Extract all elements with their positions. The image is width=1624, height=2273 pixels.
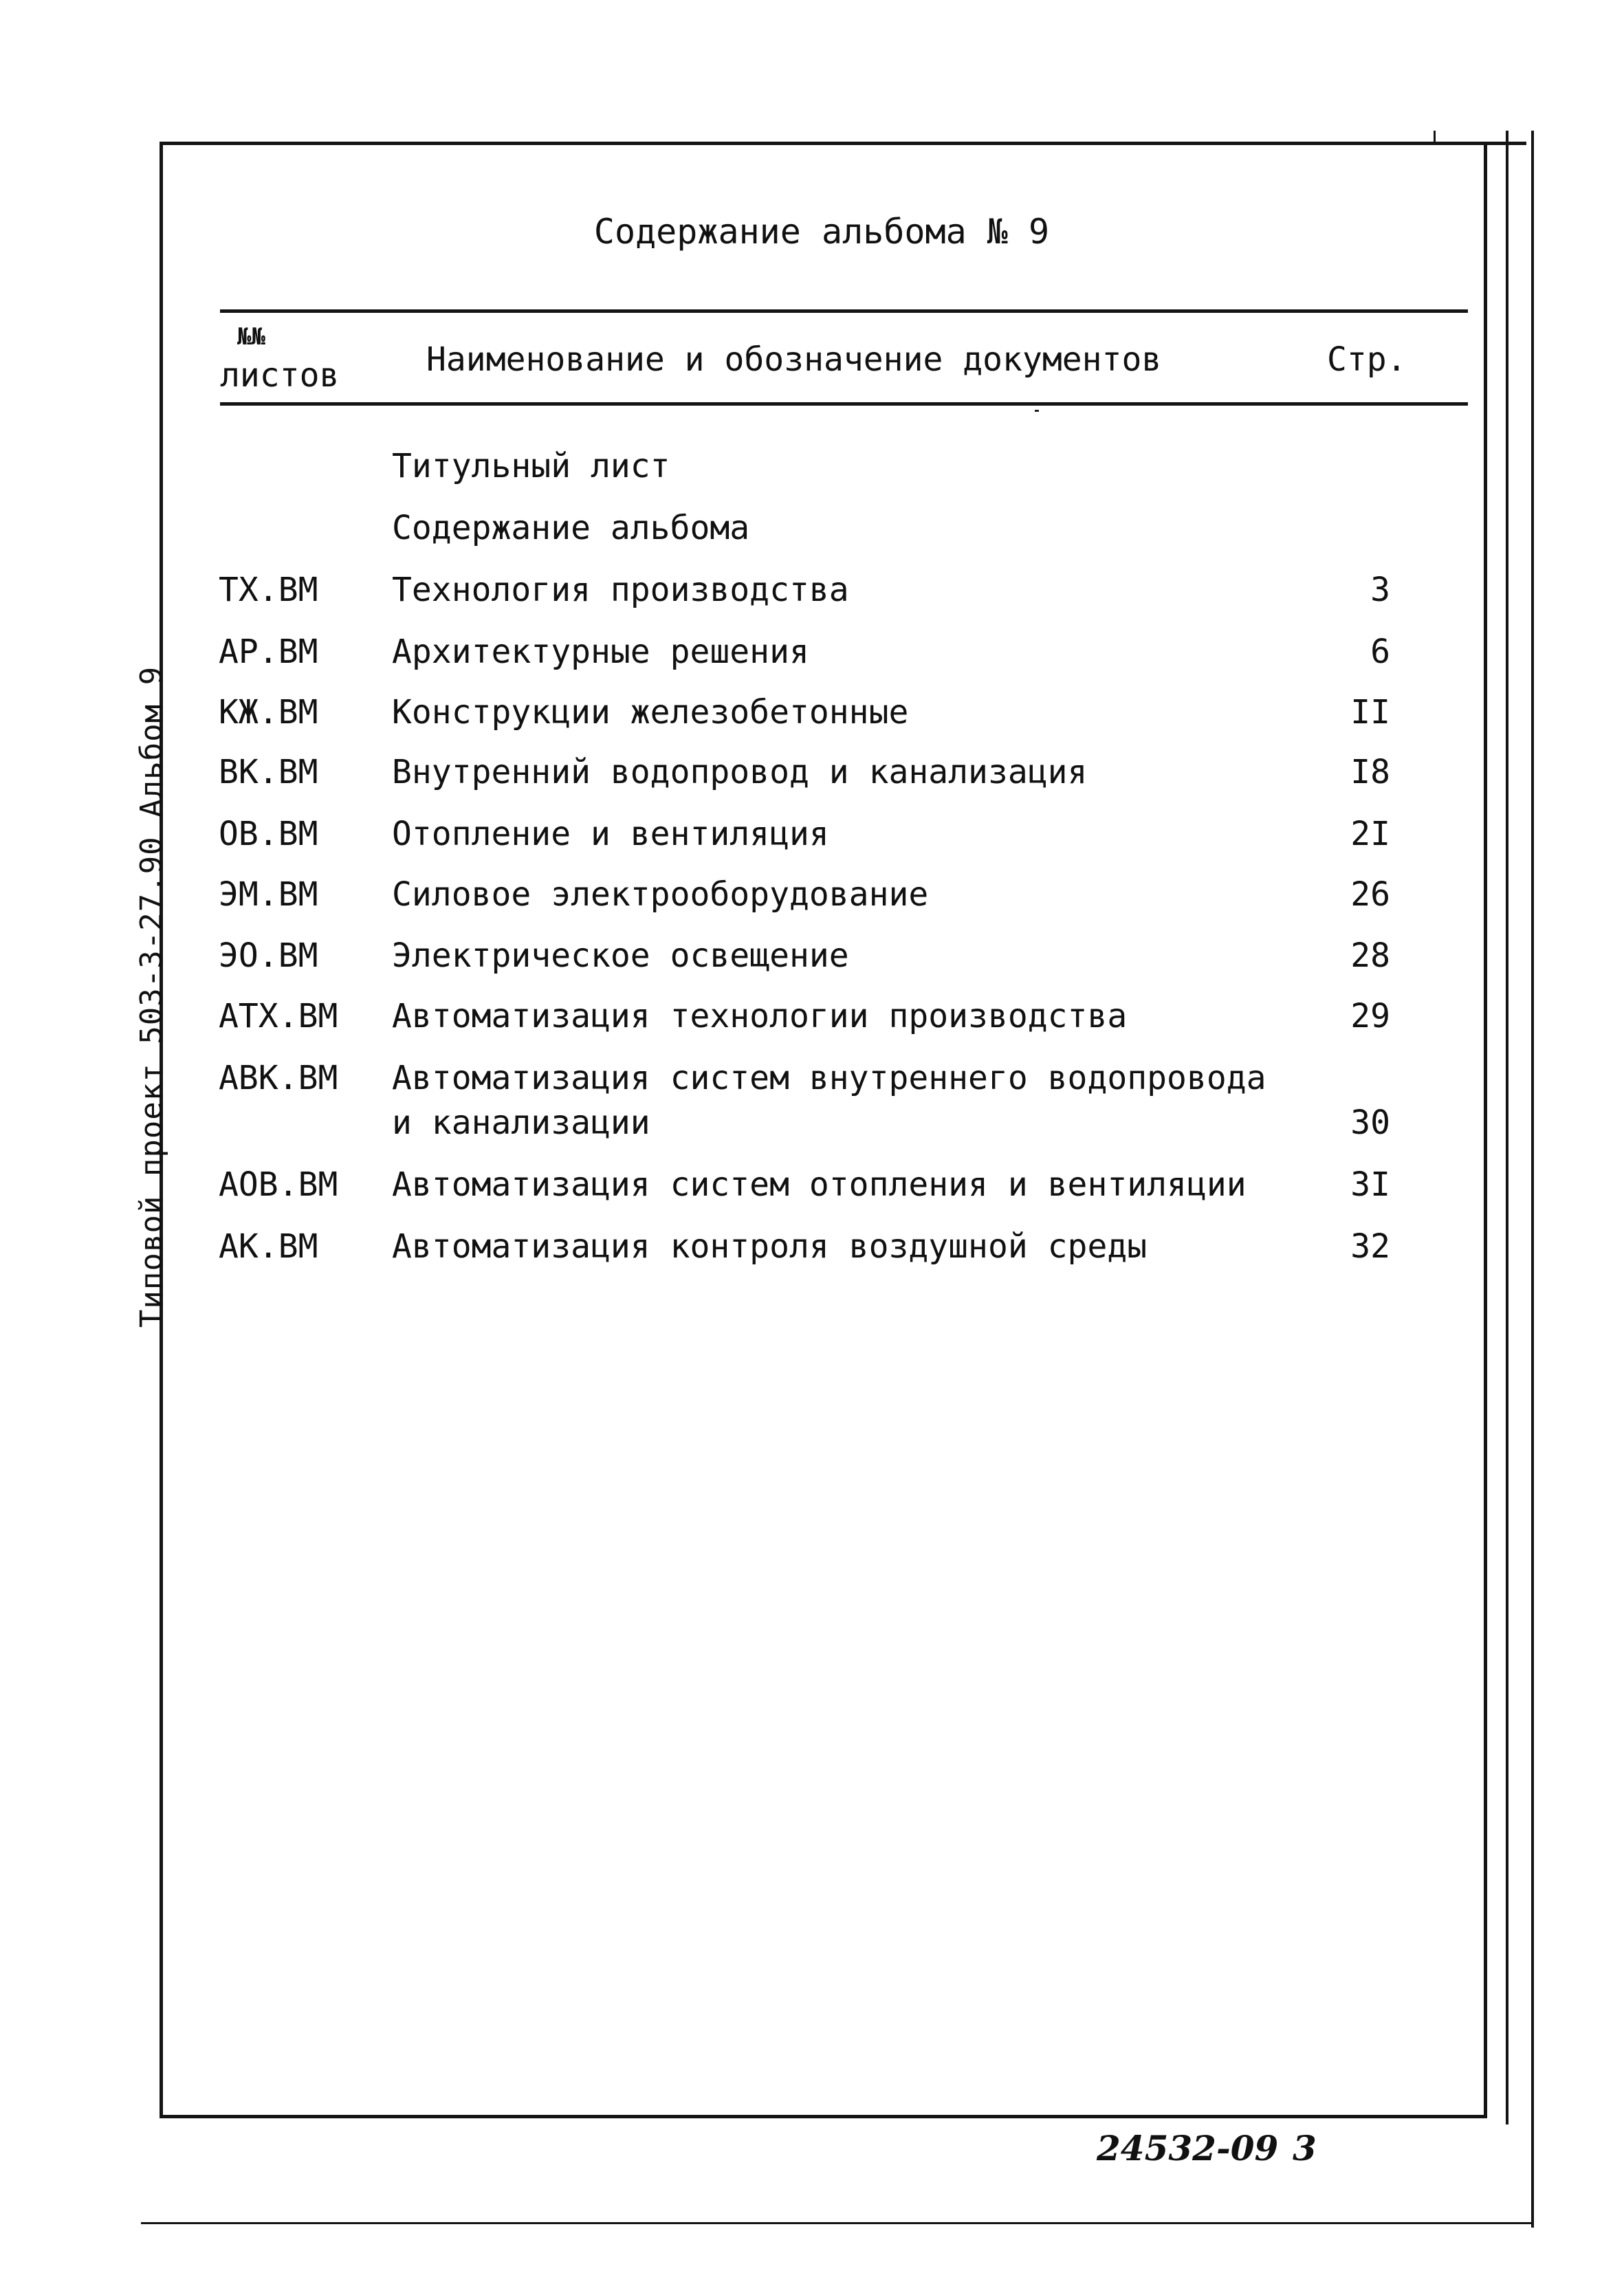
table-row (0, 633, 1624, 674)
row-name: Технология производства (392, 571, 849, 609)
table-row (0, 875, 1624, 916)
row-name: Титульный лист (392, 447, 670, 485)
row-page: 2I (1350, 815, 1390, 853)
row-name: Конструкции железобетонные (392, 693, 909, 732)
table-row (0, 571, 1624, 612)
row-name: Автоматизация контроля воздушной среды (392, 1227, 1148, 1266)
table-row (0, 815, 1624, 856)
table-row (0, 1227, 1624, 1269)
row-name: Автоматизация технологии производства (392, 997, 1128, 1035)
table-row (0, 997, 1624, 1038)
header-page: Стр. (1327, 340, 1407, 379)
table-row (0, 447, 1624, 488)
row-code: КЖ.ВМ (219, 693, 318, 732)
row-code: АОВ.ВМ (219, 1165, 338, 1204)
table-row (0, 936, 1624, 978)
row-name: Автоматизация систем внутреннего водопровода (392, 1059, 1266, 1097)
row-code: ВК.ВМ (219, 753, 318, 791)
table-header-bottom-rule (220, 402, 1468, 406)
header-name: Наименование и обозначение документов (426, 340, 1162, 379)
row-page: I8 (1350, 753, 1390, 791)
table-header-top-rule (220, 309, 1468, 313)
header-sheets: листов (220, 356, 340, 395)
row-page: 28 (1350, 936, 1390, 975)
table-row (0, 753, 1624, 794)
page-title: Содержание альбома № 9 (593, 212, 1050, 252)
row-page: II (1350, 693, 1390, 732)
row-page: 3I (1350, 1165, 1390, 1204)
row-page: 26 (1350, 875, 1390, 914)
row-code: ЭМ.ВМ (219, 875, 318, 914)
table-row (0, 509, 1624, 550)
row-page: 6 (1370, 633, 1390, 671)
row-name: Силовое электрооборудование (392, 875, 929, 914)
row-code: ТХ.ВМ (219, 571, 318, 609)
row-page: 32 (1350, 1227, 1390, 1266)
sheet-number: 3 (1293, 2128, 1317, 2168)
table-row (0, 693, 1624, 734)
frame-top-tick (1434, 131, 1436, 143)
row-code: АК.ВМ (219, 1227, 318, 1266)
row-name-continuation: и канализации (392, 1103, 650, 1142)
frame-bottom-outer-line (141, 2222, 1533, 2224)
frame-top-line (160, 142, 1526, 145)
row-name: Электрическое освещение (392, 936, 849, 975)
header-number-glyph: №№ (237, 323, 265, 351)
table-row (0, 1165, 1624, 1207)
row-code: АВК.ВМ (219, 1059, 338, 1097)
side-inscription: Типовой проект 503-3-27.90 Альбом 9 (134, 666, 169, 1328)
row-name: Автоматизация систем отопления и вентиляции (392, 1165, 1247, 1204)
row-code: АР.ВМ (219, 633, 318, 671)
row-code: АТХ.ВМ (219, 997, 338, 1035)
row-page: 29 (1350, 997, 1390, 1035)
row-name: Отопление и вентиляция (392, 815, 829, 853)
row-page: 3 (1370, 571, 1390, 609)
table-row (0, 1059, 1624, 1148)
row-page: 30 (1350, 1103, 1390, 1142)
row-name: Внутренний водопровод и канализация (392, 753, 1088, 791)
row-code: ОВ.ВМ (219, 815, 318, 853)
row-code: ЭО.ВМ (219, 936, 318, 975)
document-number: 24532-09 (1097, 2128, 1279, 2168)
frame-bottom-line (160, 2115, 1487, 2118)
header-dot-mark (1035, 410, 1039, 412)
row-name: Архитектурные решения (392, 633, 809, 671)
row-name: Содержание альбома (392, 509, 750, 547)
